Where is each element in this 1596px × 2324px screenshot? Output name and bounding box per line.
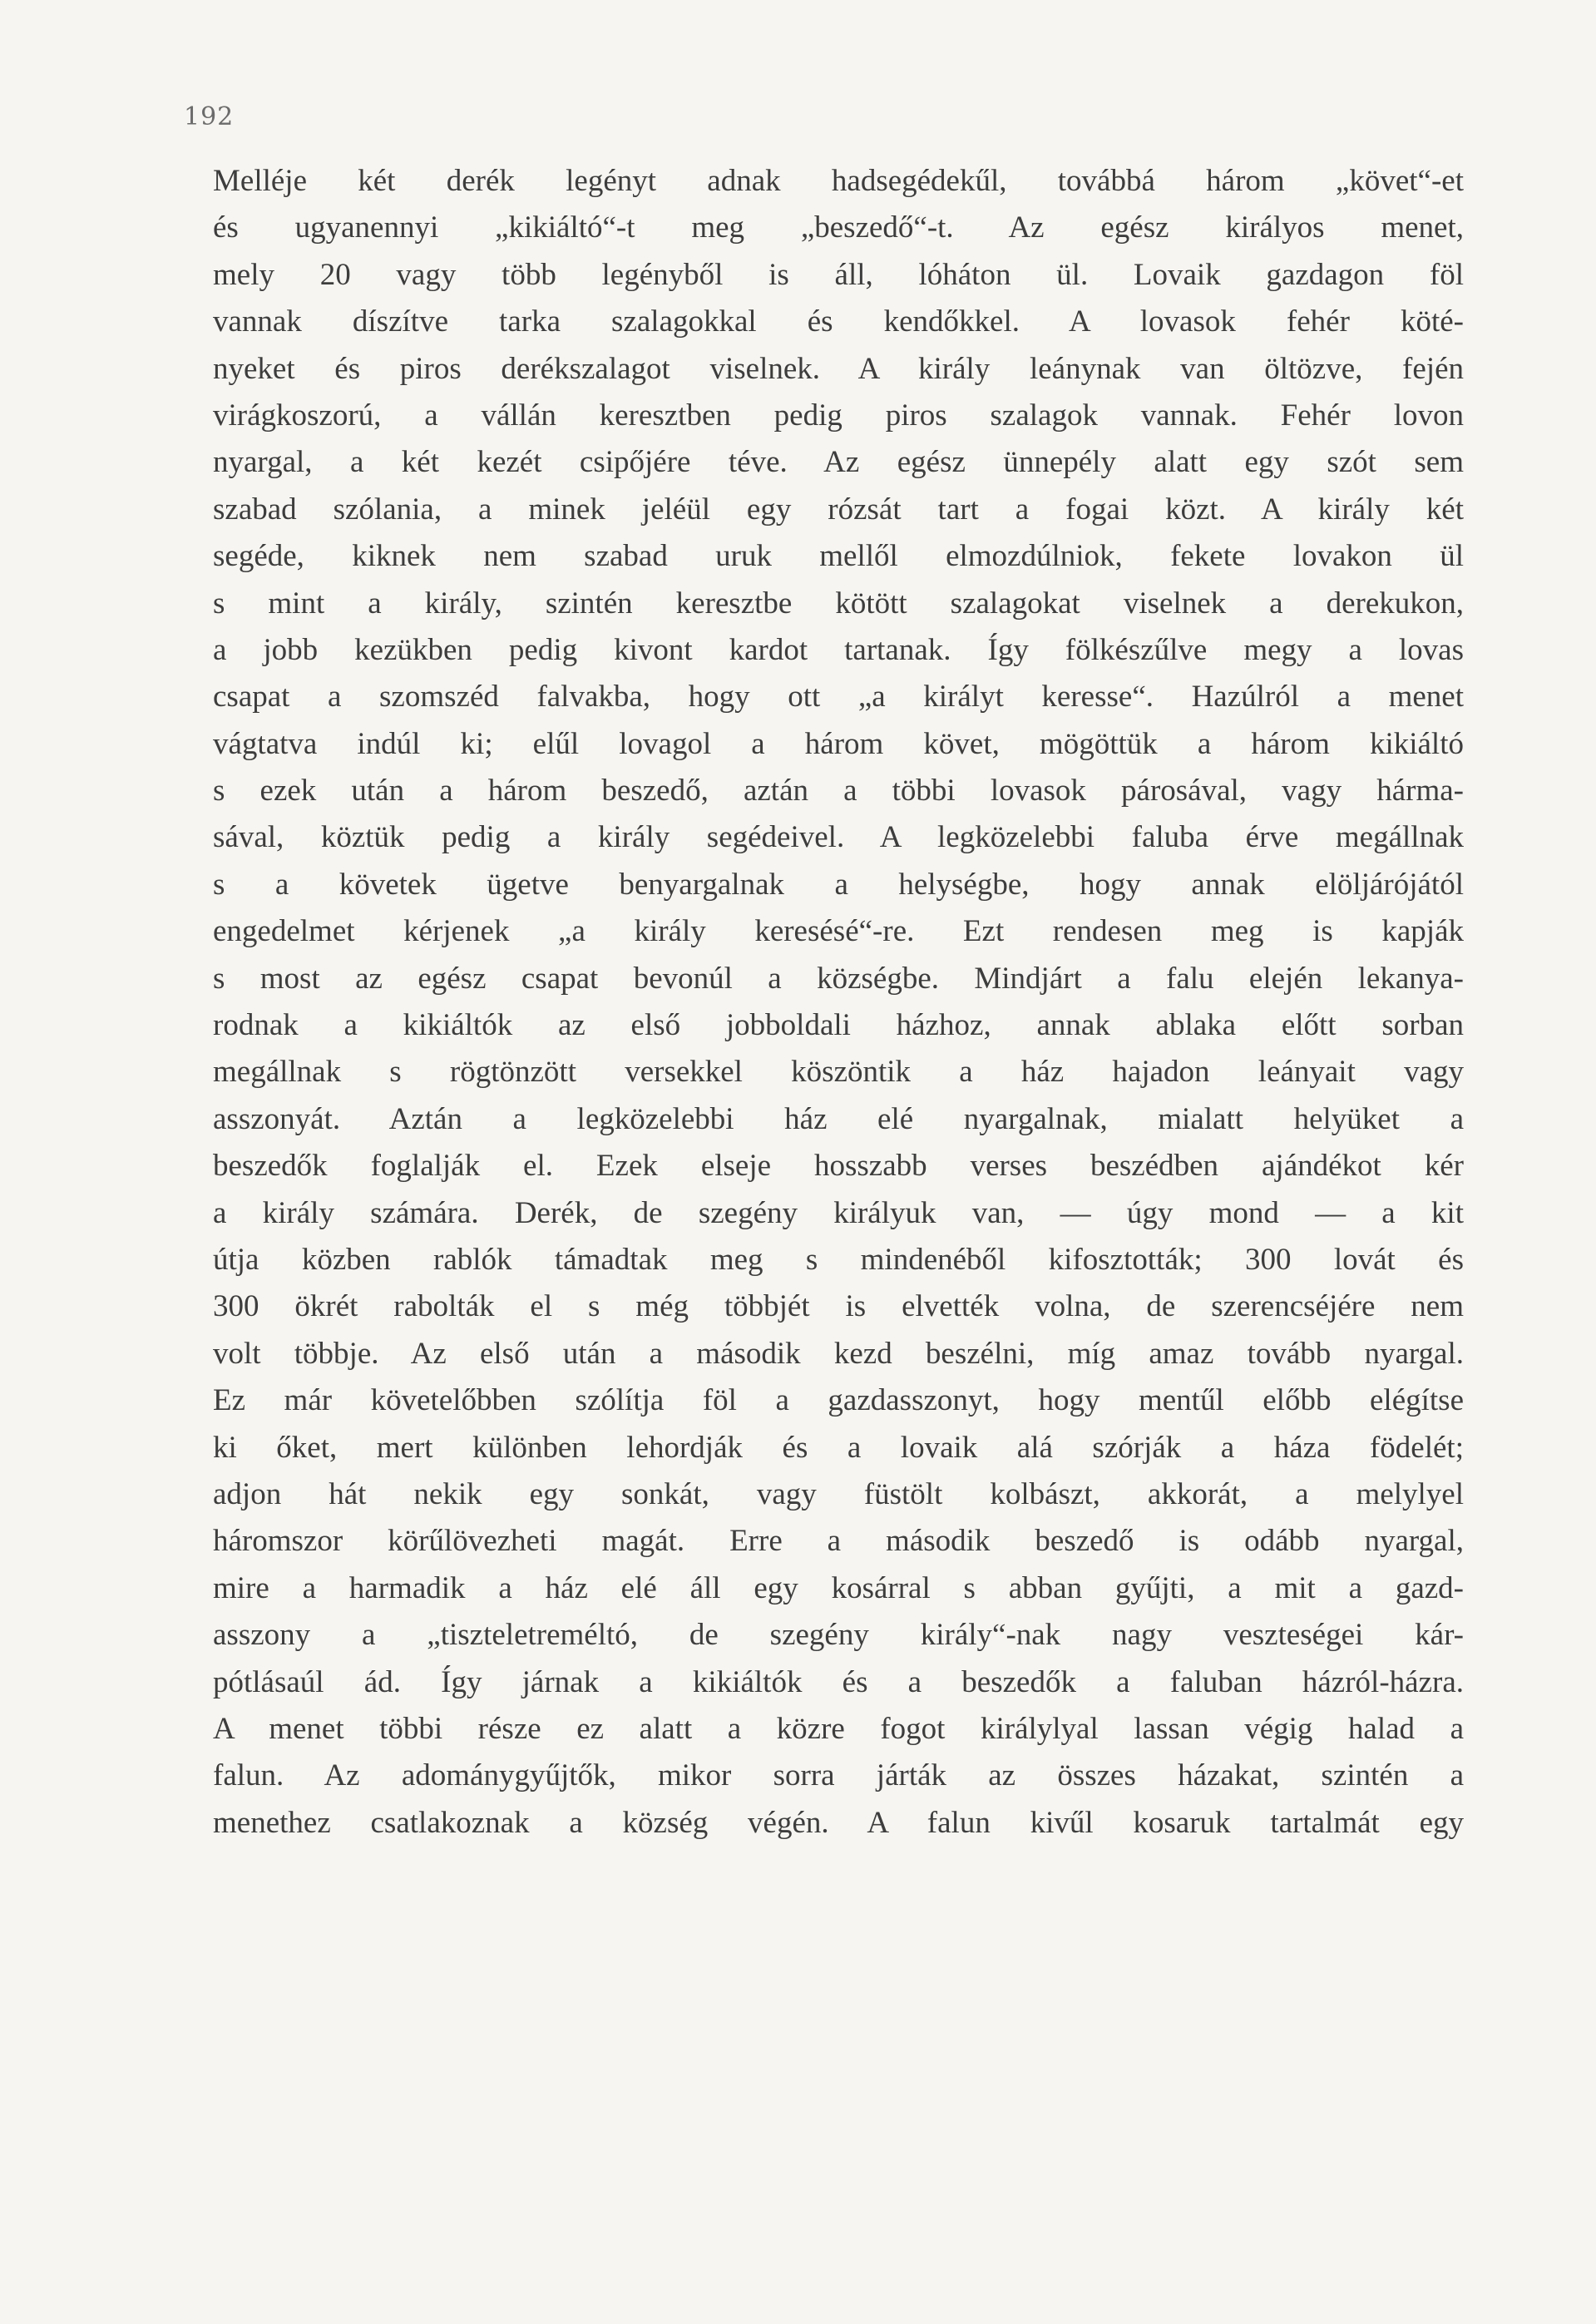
text-line: beszedők foglalják el. Ezek elseje hosszabb verses beszédben ajándékot kér (213, 1149, 1464, 1184)
text-line: engedelmet kérjenek „a király keresésé“-re. Ezt rendesen meg is kapják (213, 914, 1464, 949)
body-text (213, 158, 1464, 1847)
text-line: s ezek után a három beszedő, aztán a többi lovasok párosával, vagy hárma- (213, 774, 1464, 808)
text-line: vannak díszítve tarka szalagokkal és kendőkkel. A lovasok fehér köté- (213, 304, 1464, 339)
text-line: mely 20 vagy több legényből is áll, lóháton ül. Lovaik gazdagon föl (213, 257, 1464, 292)
text-line: szabad szólania, a minek jeléül egy rózsát tart a fogai közt. A király két (213, 492, 1464, 527)
page-number: 192 (184, 102, 235, 131)
text-line: mire a harmadik a ház elé áll egy kosárral s abban gyűjti, a mit a gazd- (213, 1570, 1464, 1605)
text-line: 300 ökrét rabolták el s még többjét is elvették volna, de szerencséjére nem (213, 1289, 1464, 1324)
text-line: Ez már követelőbben szólítja föl a gazdasszonyt, hogy mentűl előbb elégítse (213, 1383, 1464, 1418)
text-line: adjon hát nekik egy sonkát, vagy füstölt kolbászt, akkorát, a melylyel (213, 1476, 1464, 1511)
text-line: a király számára. Derék, de szegény királyuk van, — úgy mond — a kit (213, 1195, 1464, 1230)
text-line: háromszor körűlövezheti magát. Erre a második beszedő is odább nyargal, (213, 1524, 1464, 1559)
text-line: s most az egész csapat bevonúl a községbe. Mindjárt a falu elején lekanya- (213, 961, 1464, 996)
text-line: Melléje két derék legényt adnak hadsegédekűl, továbbá három „követ“-et (213, 164, 1464, 198)
text-line: ki őket, mert különben lehordják és a lovaik alá szórják a háza födelét; (213, 1430, 1464, 1465)
text-line: nyargal, a két kezét csipőjére téve. Az egész ünnepély alatt egy szót sem (213, 445, 1464, 480)
text-line: asszonyát. Aztán a legközelebbi ház elé nyargalnak, mialatt helyüket a (213, 1101, 1464, 1136)
text-line: vágtatva indúl ki; elűl lovagol a három követ, mögöttük a három kikiáltó (213, 726, 1464, 761)
text-line: és ugyanennyi „kikiáltó“-t meg „beszedő“-t. Az egész királyos menet, (213, 210, 1464, 245)
text-line: a jobb kezükben pedig kivont kardot tartanak. Így fölkészűlve megy a lovas (213, 632, 1464, 667)
text-line: sával, köztük pedig a király segédeivel. A legközelebbi faluba érve megállnak (213, 820, 1464, 855)
text-line: csapat a szomszéd falvakba, hogy ott „a királyt keresse“. Hazúlról a menet (213, 680, 1464, 715)
text-line: nyeket és piros derékszalagot viselnek. A király leánynak van öltözve, fején (213, 351, 1464, 386)
text-line: asszony a „tiszteletreméltó, de szegény király“-nak nagy veszteségei kár- (213, 1618, 1464, 1653)
text-line: s mint a király, szintén keresztbe kötött szalagokat viselnek a derekukon, (213, 586, 1464, 621)
text-line: megállnak s rögtönzött versekkel köszöntik a ház hajadon leányait vagy (213, 1055, 1464, 1090)
text-line: virágkoszorú, a vállán keresztben pedig piros szalagok vannak. Fehér lovon (213, 398, 1464, 433)
text-line: rodnak a kikiáltók az első jobboldali házhoz, annak ablaka előtt sorban (213, 1008, 1464, 1043)
text-line: falun. Az adománygyűjtők, mikor sorra járták az összes házakat, szintén a (213, 1758, 1464, 1793)
text-line: útja közben rablók támadtak meg s mindenéből kifosztották; 300 lovát és (213, 1242, 1464, 1277)
text-line: A menet többi része ez alatt a közre fogot királylyal lassan végig halad a (213, 1711, 1464, 1746)
text-line: volt többje. Az első után a második kezd beszélni, míg amaz tovább nyargal. (213, 1336, 1464, 1371)
text-line: menethez csatlakoznak a község végén. A falun kivűl kosaruk tartalmát egy (213, 1805, 1464, 1840)
text-line: s a követek ügetve benyargalnak a helységbe, hogy annak elöljárójától (213, 867, 1464, 902)
text-line: pótlásaúl ád. Így járnak a kikiáltók és a beszedők a faluban házról-házra. (213, 1664, 1464, 1699)
text-line: segéde, kiknek nem szabad uruk mellől elmozdúlniok, fekete lovakon ül (213, 539, 1464, 574)
